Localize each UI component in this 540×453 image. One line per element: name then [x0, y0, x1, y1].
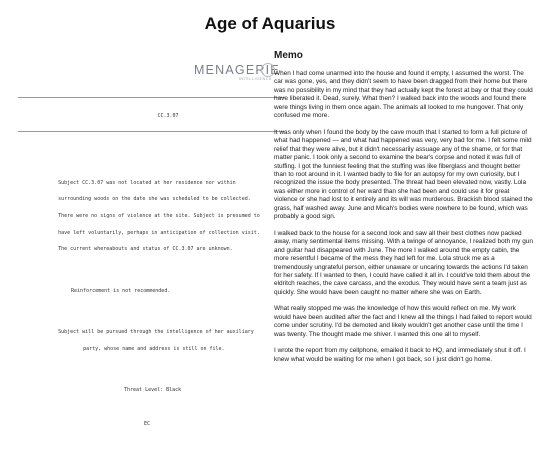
- signoff: EC: [144, 420, 151, 427]
- logo-subtitle: INTELLIGENCE: [238, 77, 272, 81]
- logo-circle-icon: [261, 63, 275, 77]
- report-line: surrounding woods on the date she was scheduled to be collected.: [58, 196, 251, 203]
- memo-paragraph: When I had come unarmed into the house and found it empty, I assumed the worst. The car was gone, yes, and they didn't seem to have been dragged from their home but there was no possibility in my mind that they had actually kept the forest at bay or that they could have liberated it. Dead, surely. What then? I walked back into the woods and found there were things living in them once again. The animals all looked to me hungover. That only confused me more.: [274, 70, 533, 120]
- memo-paragraph: It was only when I found the body by the cave mouth that I started to form a full picture of what had happened — and what had happened was very, very bad for me. I felt some mild relief that they were alive, but it didn't necessarily assuage any of the shame, or for that matter panic. I took only a second to examine the bear's corpse and noted it was full of stuffing. I got the funniest feeling that the stuffing was like fiberglass and thought better than to root around in it. I wanted badly to file for an autopsy for my own curiosity, but I recognized the issue the body presented. The threat had been elevated now, vastly. Lola was either more in control of her ward than she had been and could use it for great violence or she had lost to it entirely and its will was murderous. Brackish blood stained the grass, half washed away. June and Micah's bodies were nowhere to be found, which was probably a good sign.: [274, 128, 533, 221]
- report-body: [40, 154, 290, 453]
- report-line: There were no signs of violence at the site. Subject is presumed to: [58, 213, 260, 220]
- memo-paragraph: I wrote the report from my cellphone, emailed it back to HQ, and immediately shut it off. I knew what would be waiting for me when I got back, so I just didn't go home.: [274, 347, 526, 363]
- recommendation: Reinforcement is not recommended.: [71, 287, 171, 294]
- case-number: CC.3.07: [157, 113, 179, 119]
- threat-level: Threat Level: Black: [124, 387, 182, 394]
- logo-wordmark: MENAGERIE: [194, 63, 280, 77]
- pursuit-line: Subject will be pursued through the intelligence of her auxiliary: [58, 329, 254, 336]
- page-title: Age of Aquarius: [204, 14, 336, 33]
- menagerie-logo: [194, 64, 284, 90]
- divider-middle: [18, 131, 285, 132]
- report-line: Subject CC.3.07 was not located at her residence nor within: [58, 179, 236, 186]
- report-card: [0, 50, 285, 427]
- report-line: have left voluntarily, perhaps in anticipation of collection visit.: [58, 229, 260, 236]
- memo-paragraph: I walked back to the house for a second look and saw all their best clothes now packed away, many sentimental items missing. With a twinge of annoyance, I realized both my gun and guitar had disappeared with June. The more I walked around the empty cabin, the more resentful I became of the mess they had left for me. Lola struck me as a tremendously ungrateful person, either unaware or uncaring towards the actions I'd taken for her safety. If I wanted to then, I could have called it all in. I could've told them about the eldritch reaches, the cave carcass, and the exodus. They would have sent a team just as quickly. She would have been caught no matter where she was on Earth.: [274, 229, 533, 296]
- divider-top: [18, 97, 285, 98]
- report-line: The current whereabouts and status of CC.3.07 are unknown.: [58, 246, 233, 253]
- memo-paragraph: What really stopped me was the knowledge of how this would reflect on me. My work would have been audited after the fact and I knew all the things I had failed to report would come under scrutiny. I'd be demoted and likely wouldn't get another case until the time I was twenty. The thought made me shiver. I wanted this one all to myself.: [274, 305, 532, 338]
- memo-section: [274, 50, 534, 405]
- pursuit-line: party, whose name and address is still on file.: [83, 345, 225, 352]
- memo-heading: Memo: [274, 50, 303, 61]
